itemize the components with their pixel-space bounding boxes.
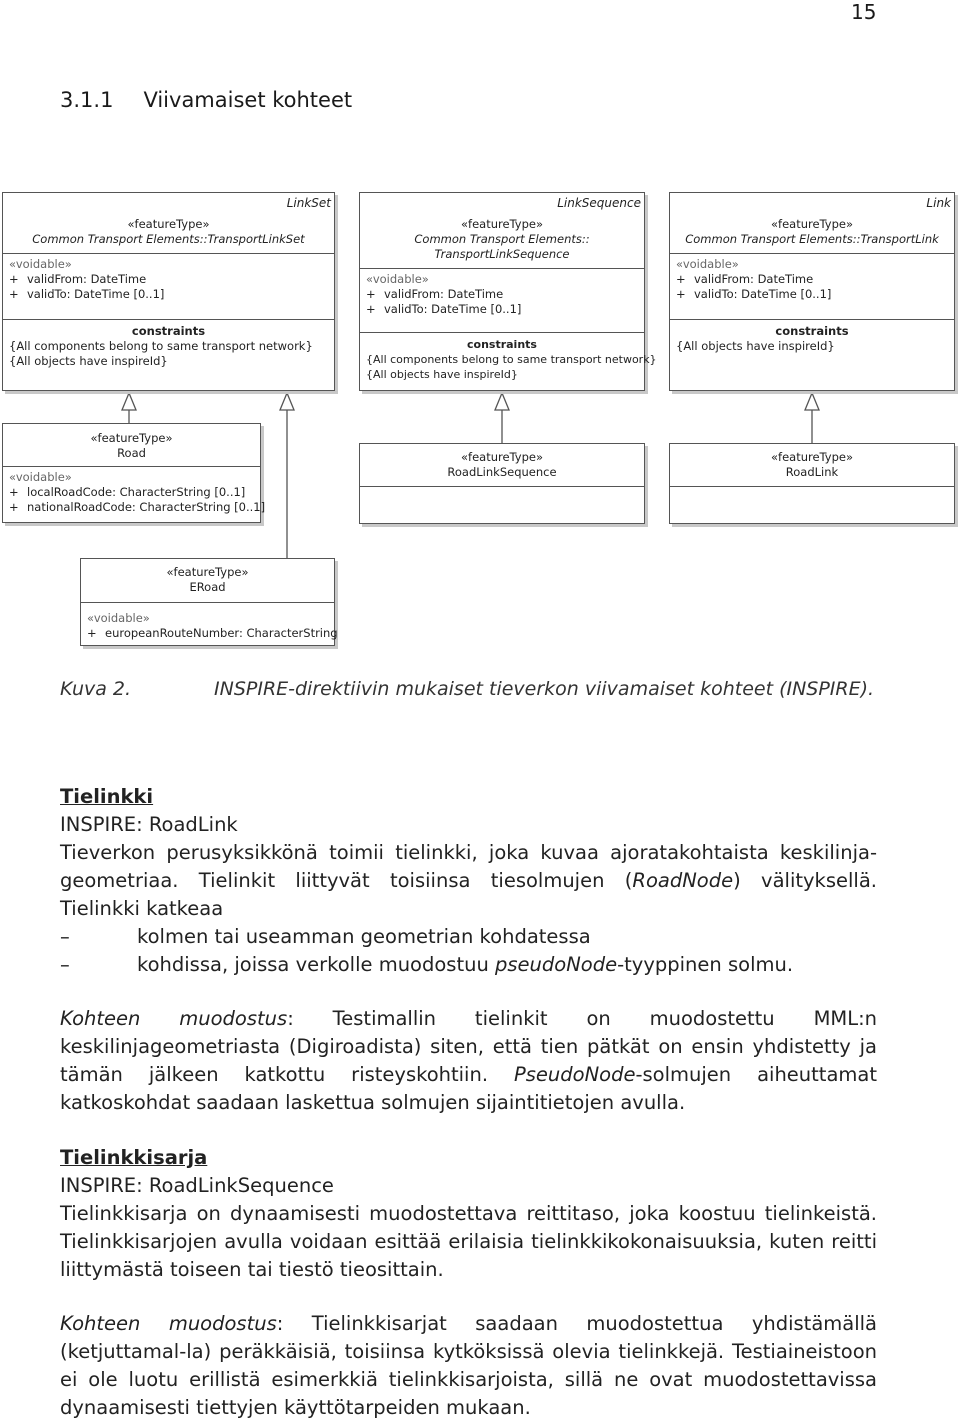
uml-diagram [0, 190, 960, 652]
linkset-header [3, 193, 334, 254]
road-attributes [3, 467, 266, 515]
road-stereotype: «featureType» [90, 431, 173, 445]
eroad-header [81, 559, 334, 603]
road-voidable: «voidable» [9, 470, 72, 484]
section-number: 3.1.1 [60, 88, 114, 112]
road-header [3, 424, 260, 467]
section-heading [60, 88, 352, 112]
roadlink-to-link-arrowhead [805, 393, 819, 410]
linkset-constraint: {All objects have inspireId} [9, 354, 168, 368]
roadlink-name: RoadLink [785, 465, 839, 479]
tielinkkisarja-description: Tielinkkisarja on dynaamisesti muodostettava reittitaso, joka koostuu tielinkeistä. Tielinkkisarjojen avulla voidaan esittää erilaisia tielinkkikokonaisuuksia, kuten reitti liittymästä toiseen tai tiestö tieosittain. [60, 1202, 877, 1281]
link-constraint: {All objects have inspireId} [676, 339, 835, 353]
eroad-to-linkset-arrowhead [280, 393, 294, 410]
figure-caption-label: Kuva 2. [60, 678, 132, 700]
linksequence-constraints [360, 333, 657, 382]
linksequence-attr-validfrom: + validFrom: DateTime [366, 287, 504, 301]
linksequence-stereotype: «featureType» [460, 217, 543, 231]
tielinkkisarja-inspire: INSPIRE: RoadLinkSequence [60, 1174, 334, 1197]
tielinkki-bullet-2: – kohdissa, joissa verkolle muodostuu pseudoNode-tyyppinen solmu. [60, 953, 794, 976]
linkset-name: Common Transport Elements::TransportLinkSet [32, 232, 305, 246]
link-attr-validfrom: + validFrom: DateTime [676, 272, 814, 286]
tielinkkisarja-kohteen-muodostus: Kohteen muodostus: Tielinkkisarjat saadaan muodostettua yhdistämällä (ketjuttamal-la) peräkkäisiä, toisiinsa kytköksissä olevia tielinkkejä. Testiaineistoon ei ole luotu erillistä esimerkkiä tielinkkisarjoista, sillä ne ovat muodostettavissa dynaamisesti tiettyjen käyttötarpeiden mukaan. [60, 1312, 878, 1419]
link-attr-validto: + validTo: DateTime [0..1] [676, 287, 832, 301]
linksequence-attr-validto: + validTo: DateTime [0..1] [366, 302, 522, 316]
roadlinksequence-name: RoadLinkSequence [447, 465, 557, 479]
link-voidable: «voidable» [676, 257, 739, 271]
linkset-stereotype: «featureType» [127, 217, 210, 231]
tielinkkisarja-block [60, 1144, 877, 1284]
linksequence-attributes [360, 269, 644, 333]
roadlinksequence-stereotype: «featureType» [460, 450, 543, 464]
linksequence-voidable: «voidable» [366, 272, 429, 286]
figure-caption-text: INSPIRE-direktiivin mukaiset tieverkon viivamaiset kohteet (INSPIRE). [214, 678, 875, 700]
roadlink-header [670, 444, 954, 487]
link-constraints-title: constraints [775, 324, 849, 338]
road-attr-localroadcode: + localRoadCode: CharacterString [0..1] [9, 485, 246, 499]
class-roadlink [669, 443, 955, 524]
class-road [2, 423, 266, 523]
class-roadlinksequence [359, 443, 645, 524]
eroad-attr-europeanroutenumber: + europeanRouteNumber: CharacterString [87, 626, 338, 640]
class-linkset [2, 192, 335, 391]
link-header [670, 193, 954, 254]
linkset-attributes [3, 254, 334, 320]
eroad-voidable: «voidable» [87, 611, 150, 625]
link-constraints [670, 320, 954, 354]
linksequence-constraints-title: constraints [467, 338, 537, 351]
road-attr-nationalroadcode: + nationalRoadCode: CharacterString [0..1] [9, 500, 266, 514]
eroad-attributes [81, 603, 338, 641]
linkset-attr-validto: + validTo: DateTime [0..1] [9, 287, 165, 301]
class-link [669, 192, 955, 391]
linksequence-name-line2: TransportLinkSequence [434, 247, 570, 261]
linksequence-name-line1: Common Transport Elements:: [414, 232, 590, 246]
linkset-tag: LinkSet [286, 196, 331, 210]
tielinkki-kohteen-label: Kohteen muodostus [60, 1007, 288, 1030]
linkset-constraints [3, 320, 334, 369]
figure-caption [60, 676, 880, 702]
page-number: 15 [851, 0, 877, 24]
roadlinksequence-to-linksequence-arrowhead [495, 393, 509, 410]
tielinkki-bullet-1: – kolmen tai useamman geometrian kohdatessa [60, 925, 591, 948]
tielinkki-block [60, 783, 877, 979]
road-to-linkset-arrowhead [122, 393, 136, 410]
linksequence-constraint: {All components belong to same transport network} [366, 353, 657, 366]
tielinkkisarja-kohteen-label: Kohteen muodostus [60, 1312, 277, 1335]
link-stereotype: «featureType» [770, 217, 853, 231]
tielinkkisarja-term: Tielinkkisarja [60, 1146, 208, 1169]
linkset-constraint: {All components belong to same transport network} [9, 339, 313, 353]
linksequence-constraint: {All objects have inspireId} [366, 368, 518, 381]
linkset-attr-validfrom: + validFrom: DateTime [9, 272, 147, 286]
roadlinksequence-header [360, 444, 644, 487]
eroad-name: ERoad [189, 580, 226, 594]
tielinkki-term: Tielinkki [60, 785, 154, 808]
link-name: Common Transport Elements::TransportLink [685, 232, 939, 246]
roadlink-stereotype: «featureType» [770, 450, 853, 464]
linkset-voidable: «voidable» [9, 257, 72, 271]
class-linksequence [359, 192, 657, 391]
eroad-stereotype: «featureType» [166, 565, 249, 579]
class-eroad [80, 558, 338, 646]
link-tag: Link [926, 196, 951, 210]
tielinkki-inspire: INSPIRE: RoadLink [60, 813, 238, 836]
tielinkki-kohteen-muodostus: Kohteen muodostus: Testimallin tielinkit on muodostettu MML:n keskilinjageometriasta (Digiroadista) siten, että tien pätkät on ensin yhdistetty ja tämän jälkeen katkottu risteyskohtiin. PseudoNode-solmujen aiheuttamat katkoskohdat saadaan laskettua solmujen sijaintitietojen avulla. [60, 1007, 878, 1114]
tielinkki-description: Tieverkon perusyksikkönä toimii tielinkki, joka kuvaa ajoratakohtaista keskilinja-geometriaa. Tielinkit liittyvät toisiinsa tiesolmujen (RoadNode) välityksellä. Tielinkki katkeaa [60, 841, 877, 920]
linkset-constraints-title: constraints [131, 324, 206, 338]
linksequence-tag: LinkSequence [557, 196, 641, 210]
road-name: Road [117, 446, 146, 460]
link-attributes [670, 254, 954, 320]
section-title: Viivamaiset kohteet [143, 88, 353, 112]
